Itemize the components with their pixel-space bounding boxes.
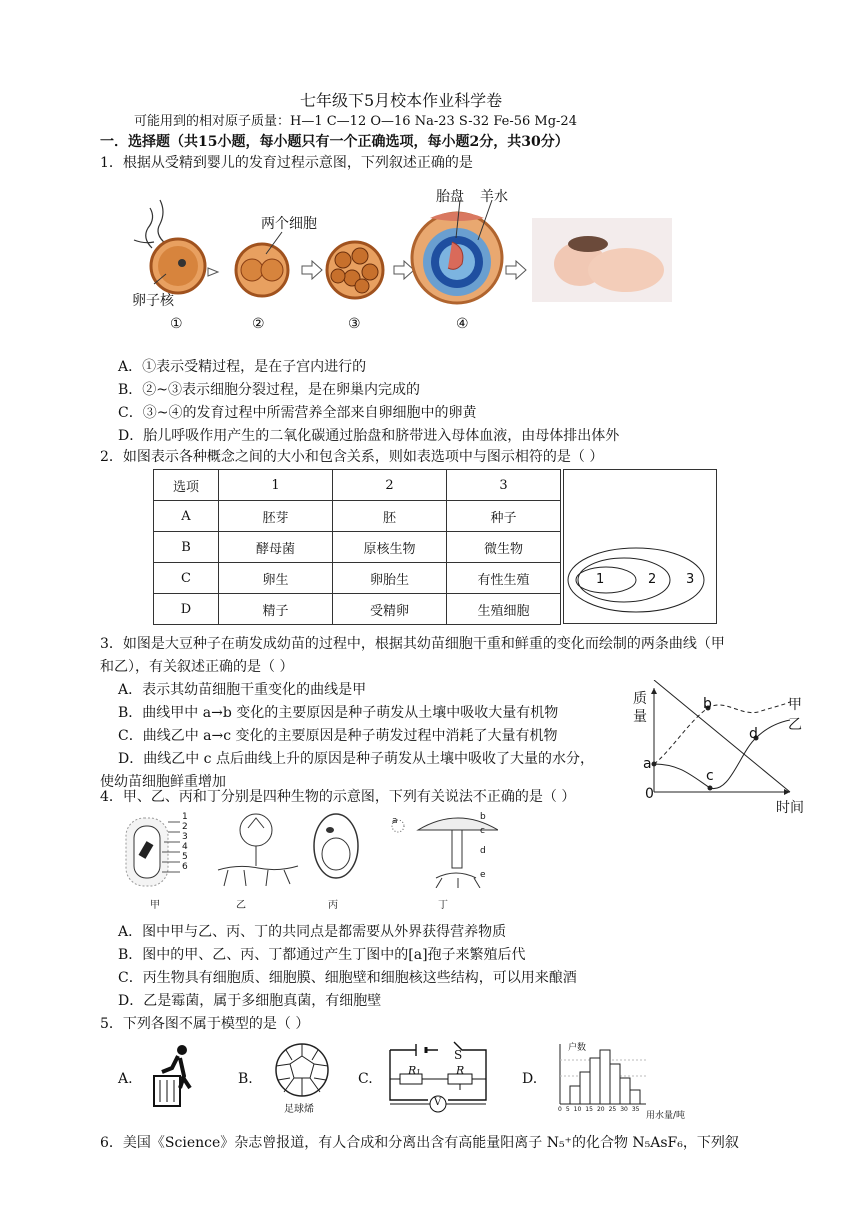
question-3-stem-line2: 和乙），有关叙述正确的是（ ） bbox=[100, 659, 294, 675]
resistor-r1-label: R₁ bbox=[408, 1064, 421, 1077]
stage-1-label: ① bbox=[170, 316, 183, 332]
table-cell: D bbox=[154, 594, 219, 625]
mushroom-label-a: a bbox=[392, 816, 398, 826]
stage-4-label: ④ bbox=[456, 316, 469, 332]
table-header-cell: 2 bbox=[333, 470, 447, 501]
q1-option-a: A．①表示受精过程，是在子宫内进行的 bbox=[118, 359, 367, 375]
q3-line-chart bbox=[640, 680, 810, 810]
organism-label-jia: 甲 bbox=[150, 900, 160, 911]
table-row bbox=[154, 594, 561, 625]
bacterium-label-3: 3 bbox=[182, 832, 188, 842]
point-a-label: a bbox=[643, 756, 652, 772]
bacterium-label-5: 5 bbox=[182, 852, 188, 862]
label-two-cells: 两个细胞 bbox=[261, 216, 317, 232]
organism-label-bing: 丙 bbox=[328, 900, 338, 911]
table-cell: 胚芽 bbox=[219, 501, 333, 532]
ellipse-label-2: 2 bbox=[648, 572, 657, 587]
q3-option-c: C．曲线乙中 a→c 变化的主要原因是种子萌发过程中消耗了大量有机物 bbox=[118, 728, 558, 744]
bacterium-label-4: 4 bbox=[182, 842, 188, 852]
question-5-stem: 5．下列各图不属于模型的是（ ） bbox=[100, 1016, 310, 1032]
origin-label: 0 bbox=[645, 786, 654, 802]
table-cell: 种子 bbox=[447, 501, 561, 532]
resistor-r-label: R bbox=[456, 1064, 465, 1077]
question-2-stem: 2．如图表示各种概念之间的大小和包含关系，则如表选项中与图示相符的是（ ） bbox=[100, 449, 604, 465]
y-axis-label-2: 量 bbox=[633, 709, 647, 725]
q5-option-b-letter: B. bbox=[238, 1071, 253, 1087]
table-row bbox=[154, 532, 561, 563]
table-cell: A bbox=[154, 501, 219, 532]
organism-label-yi: 乙 bbox=[236, 900, 246, 911]
mushroom-label-c: c bbox=[480, 826, 485, 836]
mushroom-label-e: e bbox=[480, 870, 486, 880]
trash-bin-icon bbox=[148, 1040, 202, 1110]
organism-label-ding: 丁 bbox=[438, 900, 448, 911]
table-header-cell: 1 bbox=[219, 470, 333, 501]
label-amniotic: 羊水 bbox=[480, 189, 508, 205]
q4-option-c: C．丙生物具有细胞质、细胞膜、细胞壁和细胞核这些结构，可以用来酿酒 bbox=[118, 970, 577, 986]
point-a bbox=[652, 762, 657, 767]
atomic-mass-line: 可能用到的相对原子质量：H—1 C—12 O—16 Na-23 S-32 Fe-56 Mg-24 bbox=[134, 114, 577, 129]
q2-options-table bbox=[153, 469, 561, 625]
tick-label: 15 bbox=[585, 1106, 593, 1113]
q1-development-figure bbox=[120, 178, 680, 338]
tick-label: 5 bbox=[565, 1106, 570, 1113]
bacterium-label-1: 1 bbox=[182, 812, 188, 822]
stage-2-label: ② bbox=[252, 316, 265, 332]
series-yi-line bbox=[654, 720, 790, 789]
question-3-stem-line1: 3．如图是大豆种子在萌发成幼苗的过程中，根据其幼苗细胞干重和鲜重的变化而绘制的两条曲线（甲 bbox=[100, 636, 725, 652]
label-egg-nucleus: 卵子核 bbox=[132, 293, 174, 309]
q1-option-c: C．③~④的发育过程中所需营养全部来自卵细胞中的卵黄 bbox=[118, 405, 477, 421]
question-4-stem: 4．甲、乙、丙和丁分别是四种生物的示意图，下列有关说法不正确的是（ ） bbox=[100, 789, 576, 805]
q3-option-a: A．表示其幼苗细胞干重变化的曲线是甲 bbox=[118, 682, 367, 698]
section-heading: 一．选择题（共15小题，每小题只有一个正确选项，每小题2分，共30分） bbox=[100, 134, 569, 150]
table-cell: 胚 bbox=[333, 501, 447, 532]
point-c-label: c bbox=[706, 768, 714, 784]
football-molecule-icon bbox=[272, 1042, 332, 1100]
x-axis bbox=[654, 680, 790, 792]
q4-option-a: A．图中甲与乙、丙、丁的共同点是都需要从外界获得营养物质 bbox=[118, 924, 507, 940]
table-cell: 有性生殖 bbox=[447, 563, 561, 594]
point-d-label: d bbox=[749, 726, 758, 742]
series-jia-label: 甲 bbox=[788, 697, 802, 713]
tick-label: 20 bbox=[596, 1106, 605, 1113]
mushroom-label-b: b bbox=[480, 812, 486, 822]
table-cell: 精子 bbox=[219, 594, 333, 625]
table-row bbox=[154, 470, 561, 501]
q3-option-b: B．曲线甲中 a→b 变化的主要原因是种子萌发从土壤中吸收大量有机物 bbox=[118, 705, 559, 721]
point-b-label: b bbox=[703, 696, 712, 712]
q1-option-b: B．②~③表示细胞分裂过程，是在卵巢内完成的 bbox=[118, 382, 421, 398]
bacterium-label-2: 2 bbox=[182, 822, 188, 832]
switch-label: S bbox=[454, 1048, 463, 1062]
football-label: 足球烯 bbox=[284, 1104, 314, 1115]
question-6-stem: 6．美国《Science》杂志曾报道，有人合成和分离出含有高能量阳离子 N₅⁺的化合物 N₅AsF₆，下列叙 bbox=[100, 1135, 739, 1151]
q5-option-d-letter: D. bbox=[522, 1071, 538, 1087]
q4-organisms-figure bbox=[118, 808, 498, 888]
tick-label: 25 bbox=[608, 1106, 617, 1113]
q2-concept-figure bbox=[563, 469, 717, 624]
table-row bbox=[154, 501, 561, 532]
label-placenta: 胎盘 bbox=[436, 189, 464, 205]
nested-ellipses bbox=[564, 470, 716, 623]
series-yi-label: 乙 bbox=[788, 717, 802, 733]
table-header-cell: 3 bbox=[447, 470, 561, 501]
table-cell: 受精卵 bbox=[333, 594, 447, 625]
table-cell: 卵胎生 bbox=[333, 563, 447, 594]
bacterium-labels bbox=[182, 812, 188, 872]
q1-option-d: D．胎儿呼吸作用产生的二氧化碳通过胎盘和脐带进入母体血液，由母体排出体外 bbox=[118, 428, 620, 444]
table-cell: 原核生物 bbox=[333, 532, 447, 563]
q4-option-b: B．图中的甲、乙、丙、丁都通过产生丁图中的[a]孢子来繁殖后代 bbox=[118, 947, 526, 963]
table-cell: 微生物 bbox=[447, 532, 561, 563]
table-cell: 卵生 bbox=[219, 563, 333, 594]
histogram-y-label: 户数 bbox=[568, 1043, 587, 1053]
histogram-x-label: 用水量/吨 bbox=[646, 1111, 686, 1121]
table-row bbox=[154, 563, 561, 594]
page-title: 七年级下5月校本作业科学卷 bbox=[300, 91, 503, 110]
voltmeter-label: V bbox=[434, 1097, 442, 1108]
table-cell: 生殖细胞 bbox=[447, 594, 561, 625]
table-cell: B bbox=[154, 532, 219, 563]
point-c bbox=[708, 786, 713, 791]
series-jia-line bbox=[654, 702, 790, 764]
q3-option-d-continued: 使幼苗细胞鲜重增加 bbox=[100, 774, 226, 790]
circuit-diagram bbox=[386, 1040, 490, 1120]
ellipse-label-3: 3 bbox=[686, 572, 695, 587]
water-usage-histogram bbox=[552, 1040, 652, 1112]
table-cell: C bbox=[154, 563, 219, 594]
histogram-ticks bbox=[558, 1106, 640, 1113]
stage-3-label: ③ bbox=[348, 316, 361, 332]
ellipse-label-1: 1 bbox=[596, 572, 605, 587]
question-1-stem: 1．根据从受精到婴儿的发育过程示意图，下列叙述正确的是 bbox=[100, 155, 473, 171]
y-axis-label-1: 质 bbox=[633, 691, 647, 707]
q5-option-c-letter: C. bbox=[358, 1071, 373, 1087]
tick-label: 35 bbox=[631, 1106, 640, 1113]
x-axis-label: 时间 bbox=[776, 800, 804, 816]
bacterium-label-6: 6 bbox=[182, 862, 188, 872]
mushroom-label-d: d bbox=[480, 846, 486, 856]
tick-label: 10 bbox=[573, 1106, 582, 1113]
table-cell: 酵母菌 bbox=[219, 532, 333, 563]
tick-label: 0 bbox=[558, 1106, 562, 1113]
q5-option-a-letter: A. bbox=[118, 1071, 133, 1087]
tick-label: 30 bbox=[620, 1106, 628, 1113]
q3-option-d: D．曲线乙中 c 点后曲线上升的原因是种子萌发从土壤中吸收了大量的水分， bbox=[118, 751, 594, 767]
q4-option-d: D．乙是霉菌，属于多细胞真菌，有细胞壁 bbox=[118, 993, 382, 1009]
table-header-cell: 选项 bbox=[154, 470, 219, 501]
